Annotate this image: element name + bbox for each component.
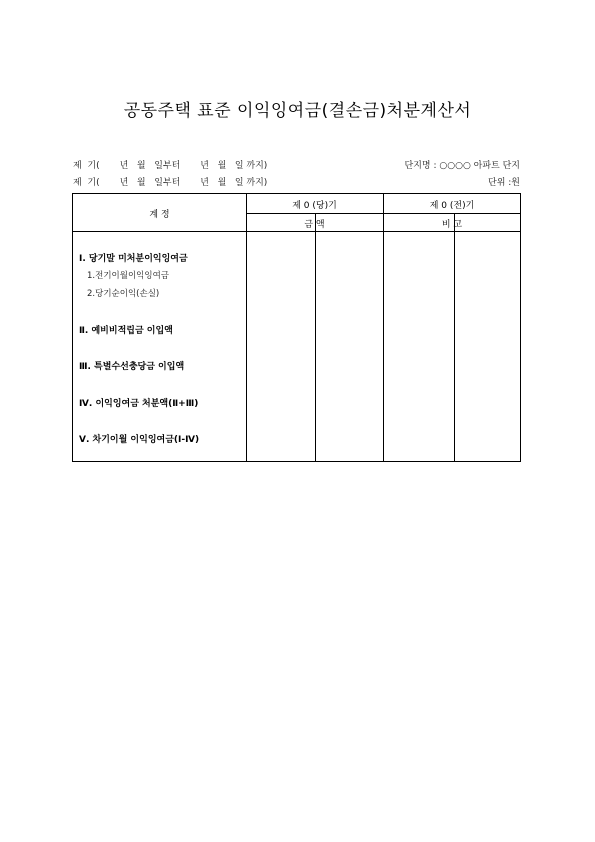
row-unappropriated-retained-earnings: Ⅰ. 당기말 미처분이익잉여금 [79, 254, 188, 264]
period-line-1: 제 기( 년 월 일부터 년 월 일 까지) [73, 161, 268, 171]
header-remarks: 비 고 [441, 220, 463, 230]
unit-label: 단위 :원 [488, 178, 520, 188]
column-divider [383, 194, 384, 461]
disposition-table [72, 193, 521, 462]
column-divider [246, 194, 247, 461]
row-reserve-transfer: Ⅱ. 예비비적립금 이입액 [79, 326, 173, 336]
row-net-income: 2.당기순이익(손실) [87, 289, 160, 299]
document-title: 공동주택 표준 이익잉여금(결손금)처분계산서 [123, 101, 472, 121]
period-line-2: 제 기( 년 월 일부터 년 월 일 까지) [73, 178, 268, 188]
header-bottom-border [73, 231, 520, 232]
row-earnings-disposition: Ⅳ. 이익잉여금 처분액(Ⅱ+Ⅲ) [79, 399, 199, 409]
complex-name: 단지명 : ○○○○ 아파트 단지 [404, 161, 520, 171]
header-previous-period: 제 0 (전)기 [429, 201, 475, 211]
header-divider [246, 213, 521, 214]
column-divider [454, 213, 455, 461]
row-repair-reserve-transfer: Ⅲ. 특별수선충당금 이입액 [79, 362, 185, 372]
row-next-period-retained-earnings: Ⅴ. 차기이월 이익잉여금(Ⅰ-Ⅳ) [79, 435, 200, 445]
row-carried-over-retained-earnings: 1.전기이월이익잉여금 [87, 271, 170, 281]
header-account: 계 정 [149, 210, 170, 220]
header-amount: 금 액 [304, 220, 325, 230]
header-current-period: 제 0 (당)기 [292, 201, 337, 211]
column-divider [315, 213, 316, 461]
